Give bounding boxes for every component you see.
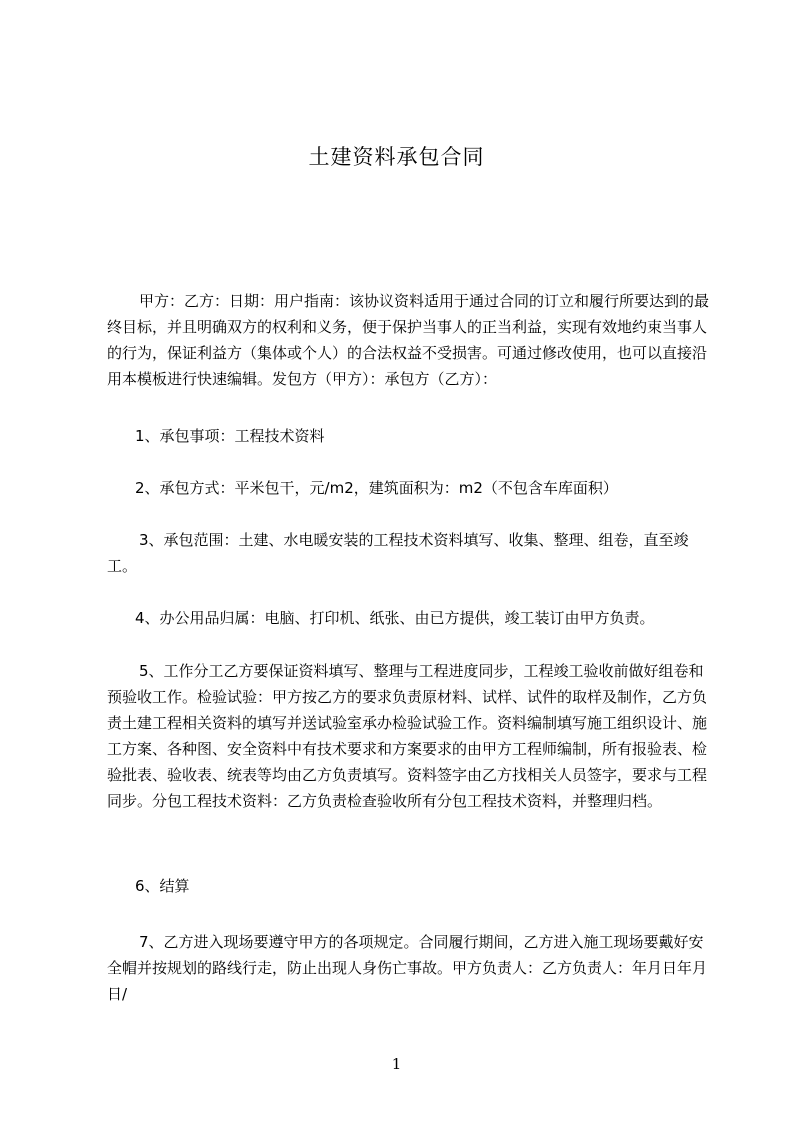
page-number: 1 [391, 1055, 402, 1073]
clause-2 [107, 475, 712, 501]
clause-6 [107, 873, 712, 899]
clause-1 [107, 423, 712, 449]
clause-5-text: 5、工作分工乙方要保证资料填写、整理与工程进度同步，工程竣工验收前做好组卷和预验收工作。检验试验：甲方按乙方的要求负责原材料、试样、试件的取样及制作，乙方负责土建工程相关资料的填写并送试验室承办检验试验工作。资料编制填写施工组织设计、施工方案、各种图、安全资料中有技术要求和方案要求的由甲方工程师编制，所有报验表、检验批表、验收表、统表等均由乙方负责填写。资料签字由乙方找相关人员签字，要求与工程同步。分包工程技术资料：乙方负责检查验收所有分包工程技术资料，并整理归档。 [107, 662, 708, 810]
intro-text: 甲方：乙方：日期：用户指南：该协议资料适用于通过合同的订立和履行所要达到的最终目标，并且明确双方的权利和义务，便于保护当事人的正当利益，实现有效地约束当事人的行为，保证利益方（集体或个人）的合法权益不受损害。可通过修改使用，也可以直接沿用本模板进行快速编辑。发包方（甲方）：承包方（乙方）： [107, 292, 710, 388]
clause-7 [107, 929, 712, 1007]
clause-3 [107, 527, 712, 579]
intro-paragraph [107, 288, 712, 392]
clause-7-text: 7、乙方进入现场要遵守甲方的各项规定。合同履行期间，乙方进入施工现场要戴好安全帽并按规划的路线行走，防止出现人身伤亡事故。甲方负责人：乙方负责人：年月日年月日/ [107, 933, 708, 1003]
clause-1-text: 1、承包事项：工程技术资料 [135, 427, 325, 445]
clause-2-text: 2、承包方式：平米包干，元/m2，建筑面积为：m2（不包含车库面积） [135, 479, 618, 497]
document-title: 土建资料承包合同 [308, 145, 485, 169]
clause-4-text: 4、办公用品归属：电脑、打印机、纸张、由已方提供，竣工装订由甲方负责。 [135, 609, 655, 627]
clause-3-text: 3、承包范围：土建、水电暖安装的工程技术资料填写、收集、整理、组卷，直至竣工。 [107, 531, 689, 575]
clause-5 [107, 658, 712, 814]
clause-6-text: 6、结算 [135, 877, 190, 895]
clause-4 [107, 605, 712, 631]
